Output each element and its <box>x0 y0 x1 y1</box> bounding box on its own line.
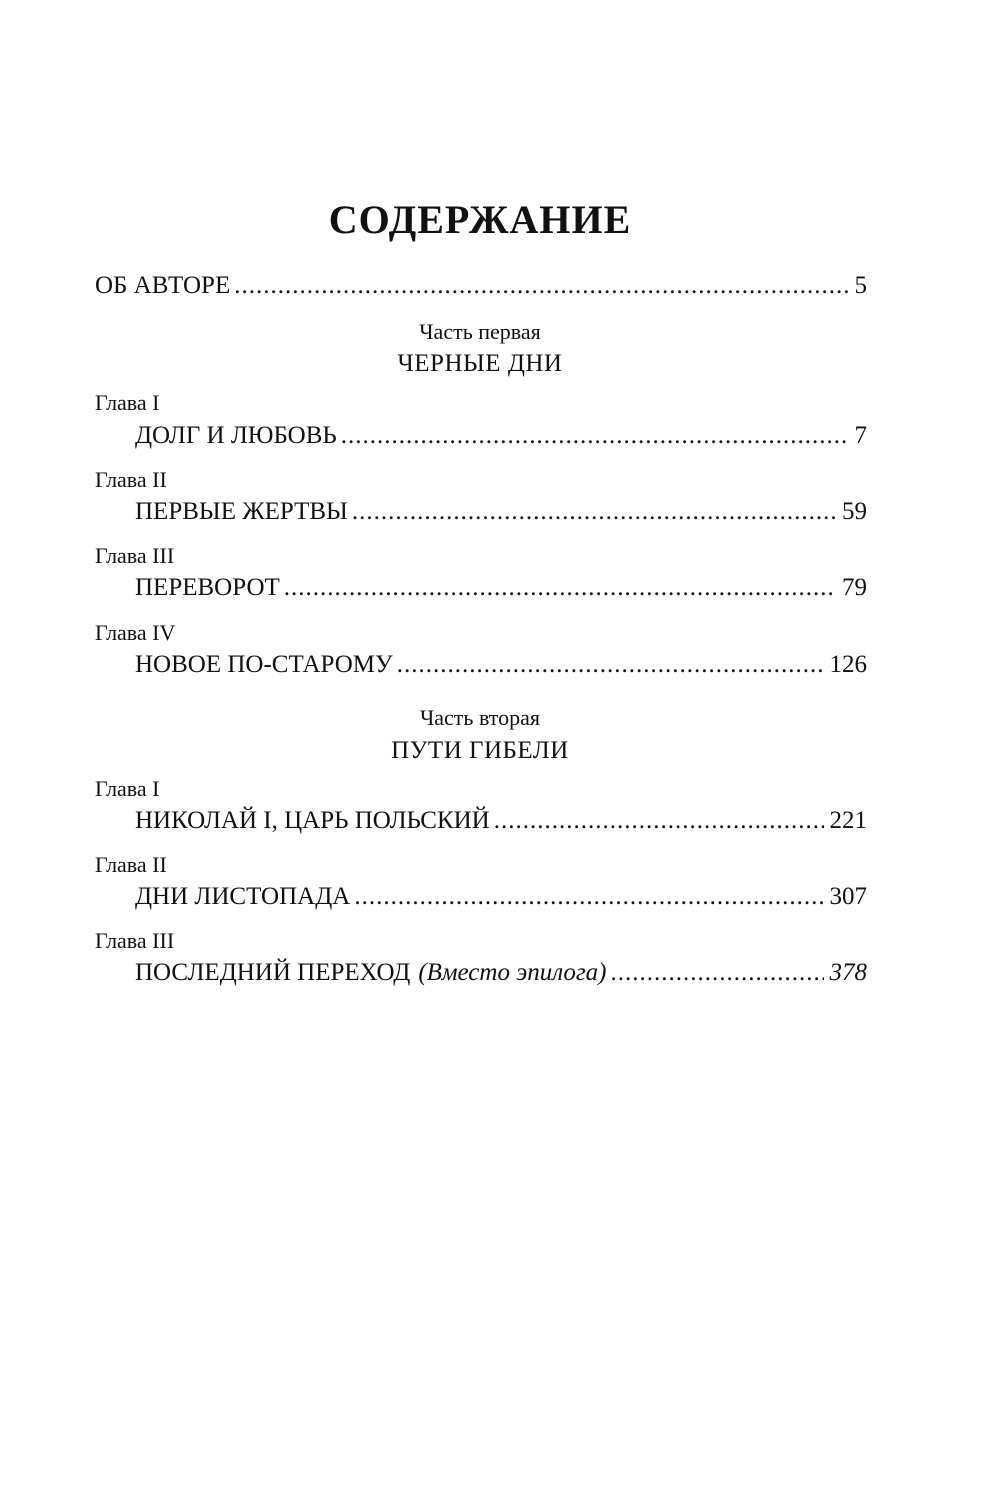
dot-leader <box>494 806 824 836</box>
toc-entry-label: НИКОЛАЙ I, ЦАРЬ ПОЛЬСКИЙ <box>135 807 490 834</box>
toc-entry-label: ПЕРЕВОРОТ <box>135 574 280 601</box>
toc-entry[interactable] <box>135 650 867 680</box>
page-title: СОДЕРЖАНИЕ <box>328 197 632 242</box>
toc-entry-label: НОВОЕ ПО-СТАРОМУ <box>135 651 393 678</box>
dot-leader <box>354 882 823 912</box>
toc-entry[interactable] <box>135 497 867 527</box>
toc-page-number: 221 <box>829 807 867 834</box>
chapter-label: Глава I <box>95 390 160 415</box>
chapter-label: Глава I <box>95 776 160 801</box>
toc-entry[interactable] <box>135 421 867 451</box>
chapter-label: Глава IV <box>95 620 176 645</box>
dot-leader <box>352 497 836 527</box>
toc-page-number: 79 <box>842 574 867 601</box>
toc-page-number: 378 <box>829 959 867 986</box>
toc-entry[interactable] <box>135 958 867 988</box>
toc-entry[interactable] <box>135 806 867 836</box>
toc-page-number: 7 <box>854 422 867 449</box>
toc-entry[interactable] <box>135 882 867 912</box>
toc-entry[interactable] <box>135 573 867 603</box>
toc-entry-label: ДНИ ЛИСТОПАДА <box>135 883 351 910</box>
part-title: ПУТИ ГИБЕЛИ <box>391 737 569 764</box>
toc-entry-note: (Вместо эпилога) <box>418 959 607 986</box>
dot-leader <box>397 650 824 680</box>
part-label: Часть вторая <box>419 705 541 730</box>
dot-leader <box>284 573 836 603</box>
toc-entry-about[interactable] <box>95 271 867 301</box>
dot-leader <box>234 271 848 301</box>
toc-entry-label: ДОЛГ И ЛЮБОВЬ <box>135 422 337 449</box>
toc-page-number: 59 <box>842 498 867 525</box>
toc-entry-label: ПЕРВЫЕ ЖЕРТВЫ <box>135 498 348 525</box>
toc-page-number: 307 <box>829 883 867 910</box>
dot-leader <box>611 958 824 988</box>
part-label: Часть первая <box>419 319 541 344</box>
toc-page-number: 126 <box>829 651 867 678</box>
chapter-label: Глава III <box>95 543 175 568</box>
dot-leader <box>341 421 849 451</box>
part-title: ЧЕРНЫЕ ДНИ <box>397 350 563 377</box>
chapter-label: Глава II <box>95 467 167 492</box>
chapter-label: Глава II <box>95 852 167 877</box>
chapter-label: Глава III <box>95 928 175 953</box>
toc-page-number: 5 <box>854 272 867 299</box>
toc-entry-label: ОБ АВТОРЕ <box>95 272 231 299</box>
toc-entry-label: ПОСЛЕДНИЙ ПЕРЕХОД <box>135 959 411 986</box>
